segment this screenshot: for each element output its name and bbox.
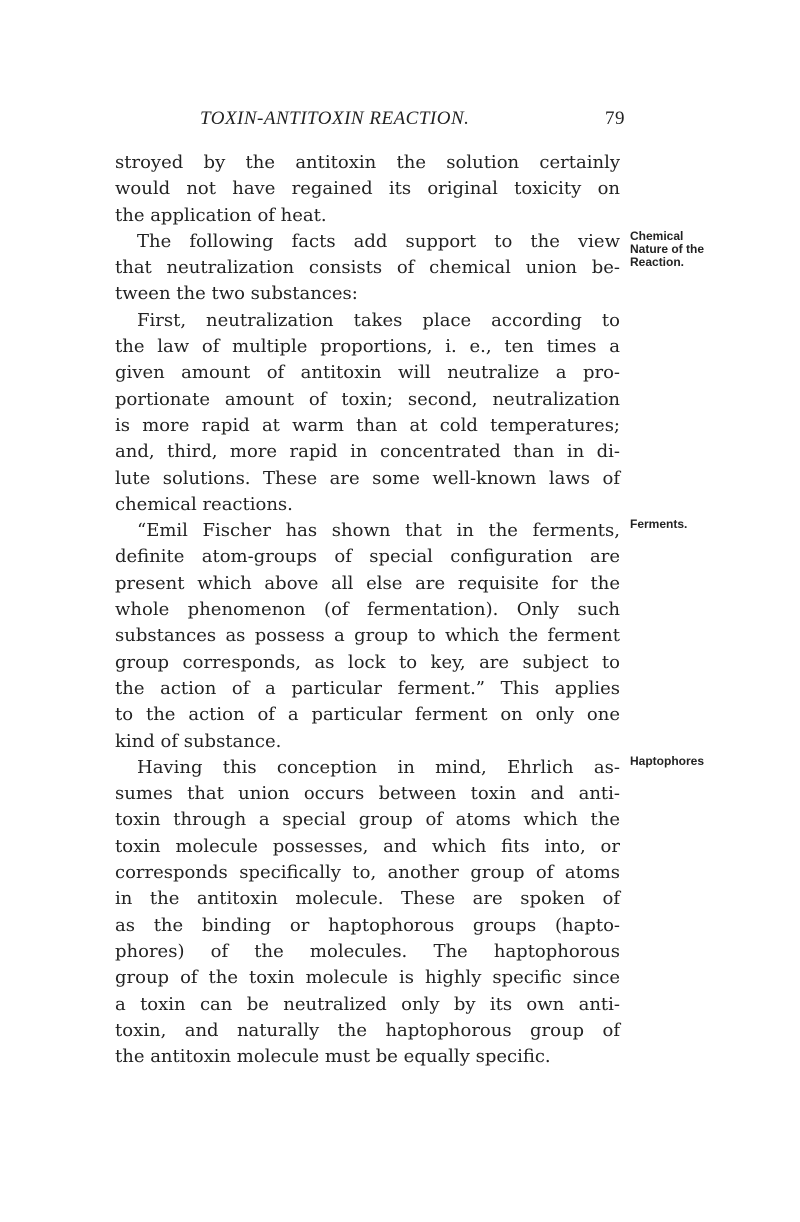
- margin-note-line: Reaction.: [630, 255, 685, 269]
- text-line: definite atom-groups of special configuration are: [115, 546, 620, 568]
- margin-note-ferments: Ferments.: [630, 517, 688, 531]
- margin-note-haptophores: Haptophores: [630, 754, 705, 768]
- text-line: would not have regained its original toxicity on: [115, 178, 620, 200]
- text-line: in the antitoxin molecule. These are spoken of: [115, 888, 620, 910]
- text-line: given amount of antitoxin will neutralize a pro-: [115, 362, 620, 384]
- running-header: [115, 108, 625, 134]
- page-number: 79: [605, 108, 625, 129]
- running-title: TOXIN-ANTITOXIN REACTION.: [200, 108, 470, 129]
- text-line: as the binding or haptophorous groups (hapto-: [115, 914, 620, 936]
- text-line: Having this conception in mind, Ehrlich as-: [137, 756, 620, 778]
- text-line: tween the two substances:: [115, 283, 358, 305]
- text-line: and, third, more rapid in concentrated than in di-: [115, 441, 620, 463]
- text-line: the antitoxin molecule must be equally specific.: [115, 1046, 551, 1068]
- text-line: kind of substance.: [115, 730, 282, 752]
- text-line: lute solutions. These are some well-known laws of: [115, 467, 620, 489]
- margin-note-line: Nature of the: [630, 242, 705, 256]
- text-line: is more rapid at warm than at cold temperatures;: [115, 414, 620, 436]
- text-line: stroyed by the antitoxin the solution certainly: [115, 152, 620, 173]
- margin-note-line: Chemical: [630, 229, 684, 243]
- text-line: sumes that union occurs between toxin and anti-: [115, 783, 620, 805]
- text-line: whole phenomenon (of fermentation). Only such: [115, 599, 620, 621]
- margin-note-chemical-nature: [630, 230, 704, 269]
- text-line: substances as possess a group to which the ferment: [115, 625, 620, 647]
- text-line: First, neutralization takes place according to: [137, 309, 620, 331]
- text-line: the application of heat.: [115, 204, 327, 226]
- text-line: group corresponds, as lock to key, are subject to: [115, 651, 620, 673]
- text-line: the law of multiple proportions, i. e., ten times a: [115, 336, 620, 358]
- text-line: a toxin can be neutralized only by its own anti-: [115, 993, 620, 1015]
- text-line: that neutralization consists of chemical union be-: [115, 257, 620, 279]
- body-text: [115, 150, 620, 1070]
- text-line: the action of a particular ferment.” This applies: [115, 677, 620, 699]
- text-line: portionate amount of toxin; second, neutralization: [115, 388, 620, 410]
- text-line: corresponds specifically to, another group of atoms: [115, 862, 620, 884]
- text-line: toxin, and naturally the haptophorous group of: [115, 1019, 620, 1041]
- text-line: group of the toxin molecule is highly specific since: [115, 967, 620, 989]
- text-line: toxin molecule possesses, and which fits into, or: [115, 835, 620, 857]
- text-line: The following facts add support to the view: [137, 230, 620, 252]
- text-line: phores) of the molecules. The haptophorous: [115, 940, 620, 962]
- text-line: “Emil Fischer has shown that in the ferments,: [137, 520, 620, 542]
- text-line: toxin through a special group of atoms which the: [115, 809, 620, 831]
- text-line: present which above all else are requisite for the: [115, 572, 620, 594]
- text-line: to the action of a particular ferment on only one: [115, 704, 620, 726]
- text-line: chemical reactions.: [115, 493, 293, 515]
